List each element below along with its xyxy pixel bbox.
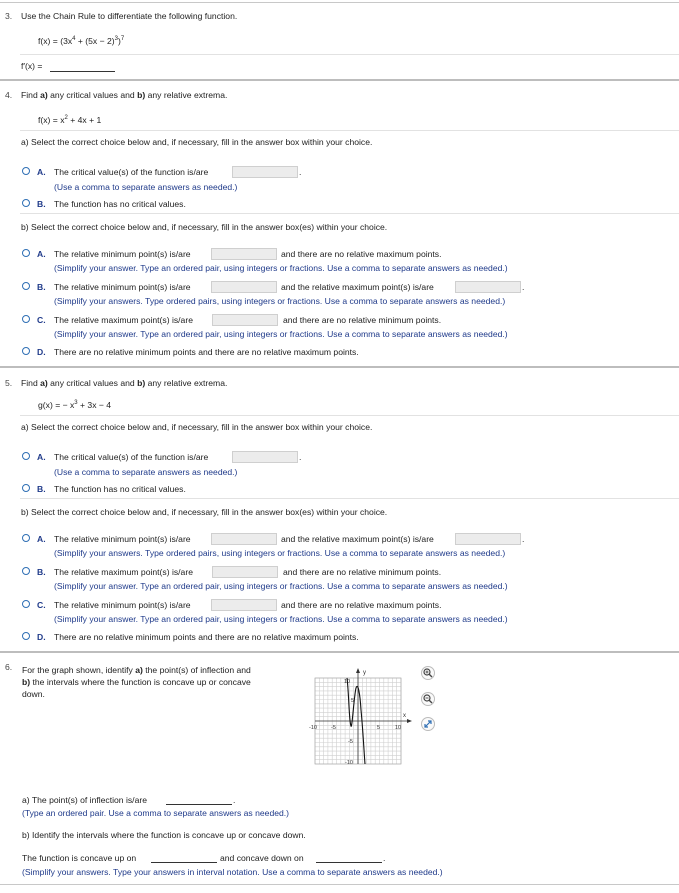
tick-label: -5: [331, 725, 336, 731]
tick-label: 10: [344, 679, 351, 685]
choice-text: and there are no relative maximum points.: [281, 249, 442, 259]
relative-min-input[interactable]: [211, 599, 277, 611]
expand-icon[interactable]: [421, 717, 435, 731]
question-prompt: Find a) any critical values and b) any relative extrema.: [21, 90, 228, 100]
divider: [20, 213, 679, 214]
relative-max-input[interactable]: [212, 314, 278, 326]
relative-max-input[interactable]: [455, 281, 521, 293]
choice-text: The relative maximum point(s) is/are: [54, 315, 193, 325]
choice-text: The critical value(s) of the function is/are: [54, 167, 209, 177]
part-b-label: b) Identify the intervals where the function is concave up or concave down.: [22, 830, 306, 840]
choice-hint: (Use a comma to separate answers as needed.): [54, 467, 238, 477]
question-number: 6.: [5, 662, 13, 672]
concave-down-label: and concave down on: [220, 853, 304, 863]
choice-letter: D.: [37, 347, 46, 357]
choice-b-radio[interactable]: [22, 199, 30, 207]
question-number: 5.: [5, 378, 13, 388]
choice-hint: (Simplify your answer. Type an ordered pair, using integers or fractions. Use a comma to separate answers as needed.): [54, 581, 508, 591]
part-b-instruction: b) Select the correct choice below and, if necessary, fill in the answer box(es) within your choice.: [21, 222, 388, 232]
derivative-answer-field[interactable]: [50, 71, 115, 72]
top-divider: [0, 2, 679, 3]
inflection-point-field[interactable]: [166, 804, 232, 805]
choice-letter: B.: [37, 484, 46, 494]
period: .: [233, 795, 236, 805]
question-divider: [0, 651, 679, 653]
divider: [20, 498, 679, 499]
choice-text: The function has no critical values.: [54, 199, 186, 209]
choice-letter: A.: [37, 249, 46, 259]
choice-a-radio[interactable]: [22, 452, 30, 460]
choice-hint: (Simplify your answer. Type an ordered pair, using integers or fractions. Use a comma to separate answers as needed.): [54, 614, 508, 624]
relative-min-input[interactable]: [211, 248, 277, 260]
y-axis-label: y: [363, 670, 366, 676]
choice-d-radio[interactable]: [22, 632, 30, 640]
choice-text: and the relative maximum point(s) is/are: [281, 534, 434, 544]
tick-label: -5: [348, 739, 353, 745]
divider: [20, 130, 679, 131]
question-prompt-line3: down.: [22, 689, 45, 699]
choice-b-radio[interactable]: [22, 484, 30, 492]
period: .: [522, 534, 525, 544]
period: .: [299, 167, 302, 177]
choice-text: and the relative maximum point(s) is/are: [281, 282, 434, 292]
choice-hint: (Use a comma to separate answers as needed.): [54, 182, 238, 192]
zoom-in-icon[interactable]: [421, 666, 435, 680]
function-expression: g(x) = − $x^3 + 3x - 4$: [38, 400, 112, 410]
period: .: [522, 282, 525, 292]
question-prompt: Find a) any critical values and b) any relative extrema.: [21, 378, 228, 388]
function-expression: $f(x) = (3x^4 + (5x - 2)^3)^7$: [38, 36, 125, 46]
choice-letter: B.: [37, 199, 46, 209]
function-graph: [306, 664, 416, 768]
choice-text: The function has no critical values.: [54, 484, 186, 494]
choice-hint: (Simplify your answers. Type ordered pairs, using integers or fractions. Use a comma to separate answers as needed.): [54, 548, 506, 558]
choice-hint: (Simplify your answer. Type an ordered pair, using integers or fractions. Use a comma to separate answers as needed.): [54, 329, 508, 339]
choice-hint: (Simplify your answer. Type an ordered pair, using integers or fractions. Use a comma to separate answers as needed.): [54, 263, 508, 273]
choice-a-radio[interactable]: [22, 167, 30, 175]
choice-letter: B.: [37, 282, 46, 292]
choice-text: The critical value(s) of the function is/are: [54, 452, 209, 462]
choice-a-radio[interactable]: [22, 534, 30, 542]
relative-min-input[interactable]: [211, 533, 277, 545]
period: .: [299, 452, 302, 462]
choice-text: The relative minimum point(s) is/are: [54, 600, 191, 610]
critical-values-input[interactable]: [232, 451, 298, 463]
choice-b-radio[interactable]: [22, 567, 30, 575]
relative-min-input[interactable]: [211, 281, 277, 293]
x-axis-arrow: [407, 719, 412, 723]
part-a-instruction: a) Select the correct choice below and, if necessary, fill in the answer box within your choice.: [21, 137, 373, 147]
question-prompt-line1: For the graph shown, identify a) the point(s) of inflection and: [22, 665, 251, 675]
question-divider: [0, 366, 679, 368]
bottom-divider: [0, 884, 679, 885]
tick-label: -10: [345, 760, 353, 766]
tick-label: 5: [351, 698, 355, 704]
choice-text: There are no relative minimum points and there are no relative maximum points.: [54, 632, 359, 642]
concave-up-label: The function is concave up on: [22, 853, 137, 863]
question-number: 3.: [5, 11, 13, 21]
y-axis-arrow: [356, 668, 360, 673]
choice-text: The relative minimum point(s) is/are: [54, 282, 191, 292]
divider: [20, 54, 679, 55]
relative-max-input[interactable]: [455, 533, 521, 545]
divider: [20, 415, 679, 416]
part-b-instruction: b) Select the correct choice below and, if necessary, fill in the answer box(es) within your choice.: [21, 507, 388, 517]
choice-text: and there are no relative maximum points.: [281, 600, 442, 610]
part-a-instruction: a) Select the correct choice below and, if necessary, fill in the answer box within your choice.: [21, 422, 373, 432]
choice-letter: C.: [37, 315, 46, 325]
choice-letter: C.: [37, 600, 46, 610]
question-prompt-line2: b) the intervals where the function is concave up or concave: [22, 677, 251, 687]
question-prompt: Use the Chain Rule to differentiate the following function.: [21, 11, 238, 21]
part-b-hint: (Simplify your answers. Type your answers in interval notation. Use a comma to separate answers as needed.): [22, 867, 443, 877]
concave-down-field[interactable]: [316, 862, 382, 863]
part-a-hint: (Type an ordered pair. Use a comma to separate answers as needed.): [22, 808, 290, 818]
relative-max-input[interactable]: [212, 566, 278, 578]
tick-label: -10: [309, 725, 317, 731]
choice-letter: D.: [37, 632, 46, 642]
choice-c-radio[interactable]: [22, 600, 30, 608]
choice-letter: B.: [37, 567, 46, 577]
choice-hint: (Simplify your answers. Type ordered pairs, using integers or fractions. Use a comma to separate answers as needed.): [54, 296, 506, 306]
x-axis-label: x: [403, 713, 406, 719]
choice-letter: A.: [37, 534, 46, 544]
choice-d-radio[interactable]: [22, 347, 30, 355]
choice-a-radio[interactable]: [22, 249, 30, 257]
part-a-label: a) The point(s) of inflection is/are: [22, 795, 147, 805]
question-divider: [0, 79, 679, 81]
question-number: 4.: [5, 90, 13, 100]
period: .: [383, 853, 386, 863]
choice-text: The relative minimum point(s) is/are: [54, 249, 191, 259]
tick-label: 5: [377, 725, 381, 731]
choice-text: The relative minimum point(s) is/are: [54, 534, 191, 544]
zoom-out-icon[interactable]: [421, 692, 435, 706]
choice-text: and there are no relative minimum points.: [283, 315, 442, 325]
tick-label: 10: [395, 725, 402, 731]
choice-text: and there are no relative minimum points.: [283, 567, 442, 577]
choice-b-radio[interactable]: [22, 282, 30, 290]
answer-label: f′(x) =: [21, 61, 43, 71]
concave-up-field[interactable]: [151, 862, 217, 863]
choice-text: There are no relative minimum points and there are no relative maximum points.: [54, 347, 359, 357]
choice-letter: A.: [37, 167, 46, 177]
function-expression: $f(x) = x^2 + 4x + 1$: [38, 115, 102, 125]
choice-c-radio[interactable]: [22, 315, 30, 323]
choice-letter: A.: [37, 452, 46, 462]
critical-values-input[interactable]: [232, 166, 298, 178]
choice-text: The relative maximum point(s) is/are: [54, 567, 193, 577]
